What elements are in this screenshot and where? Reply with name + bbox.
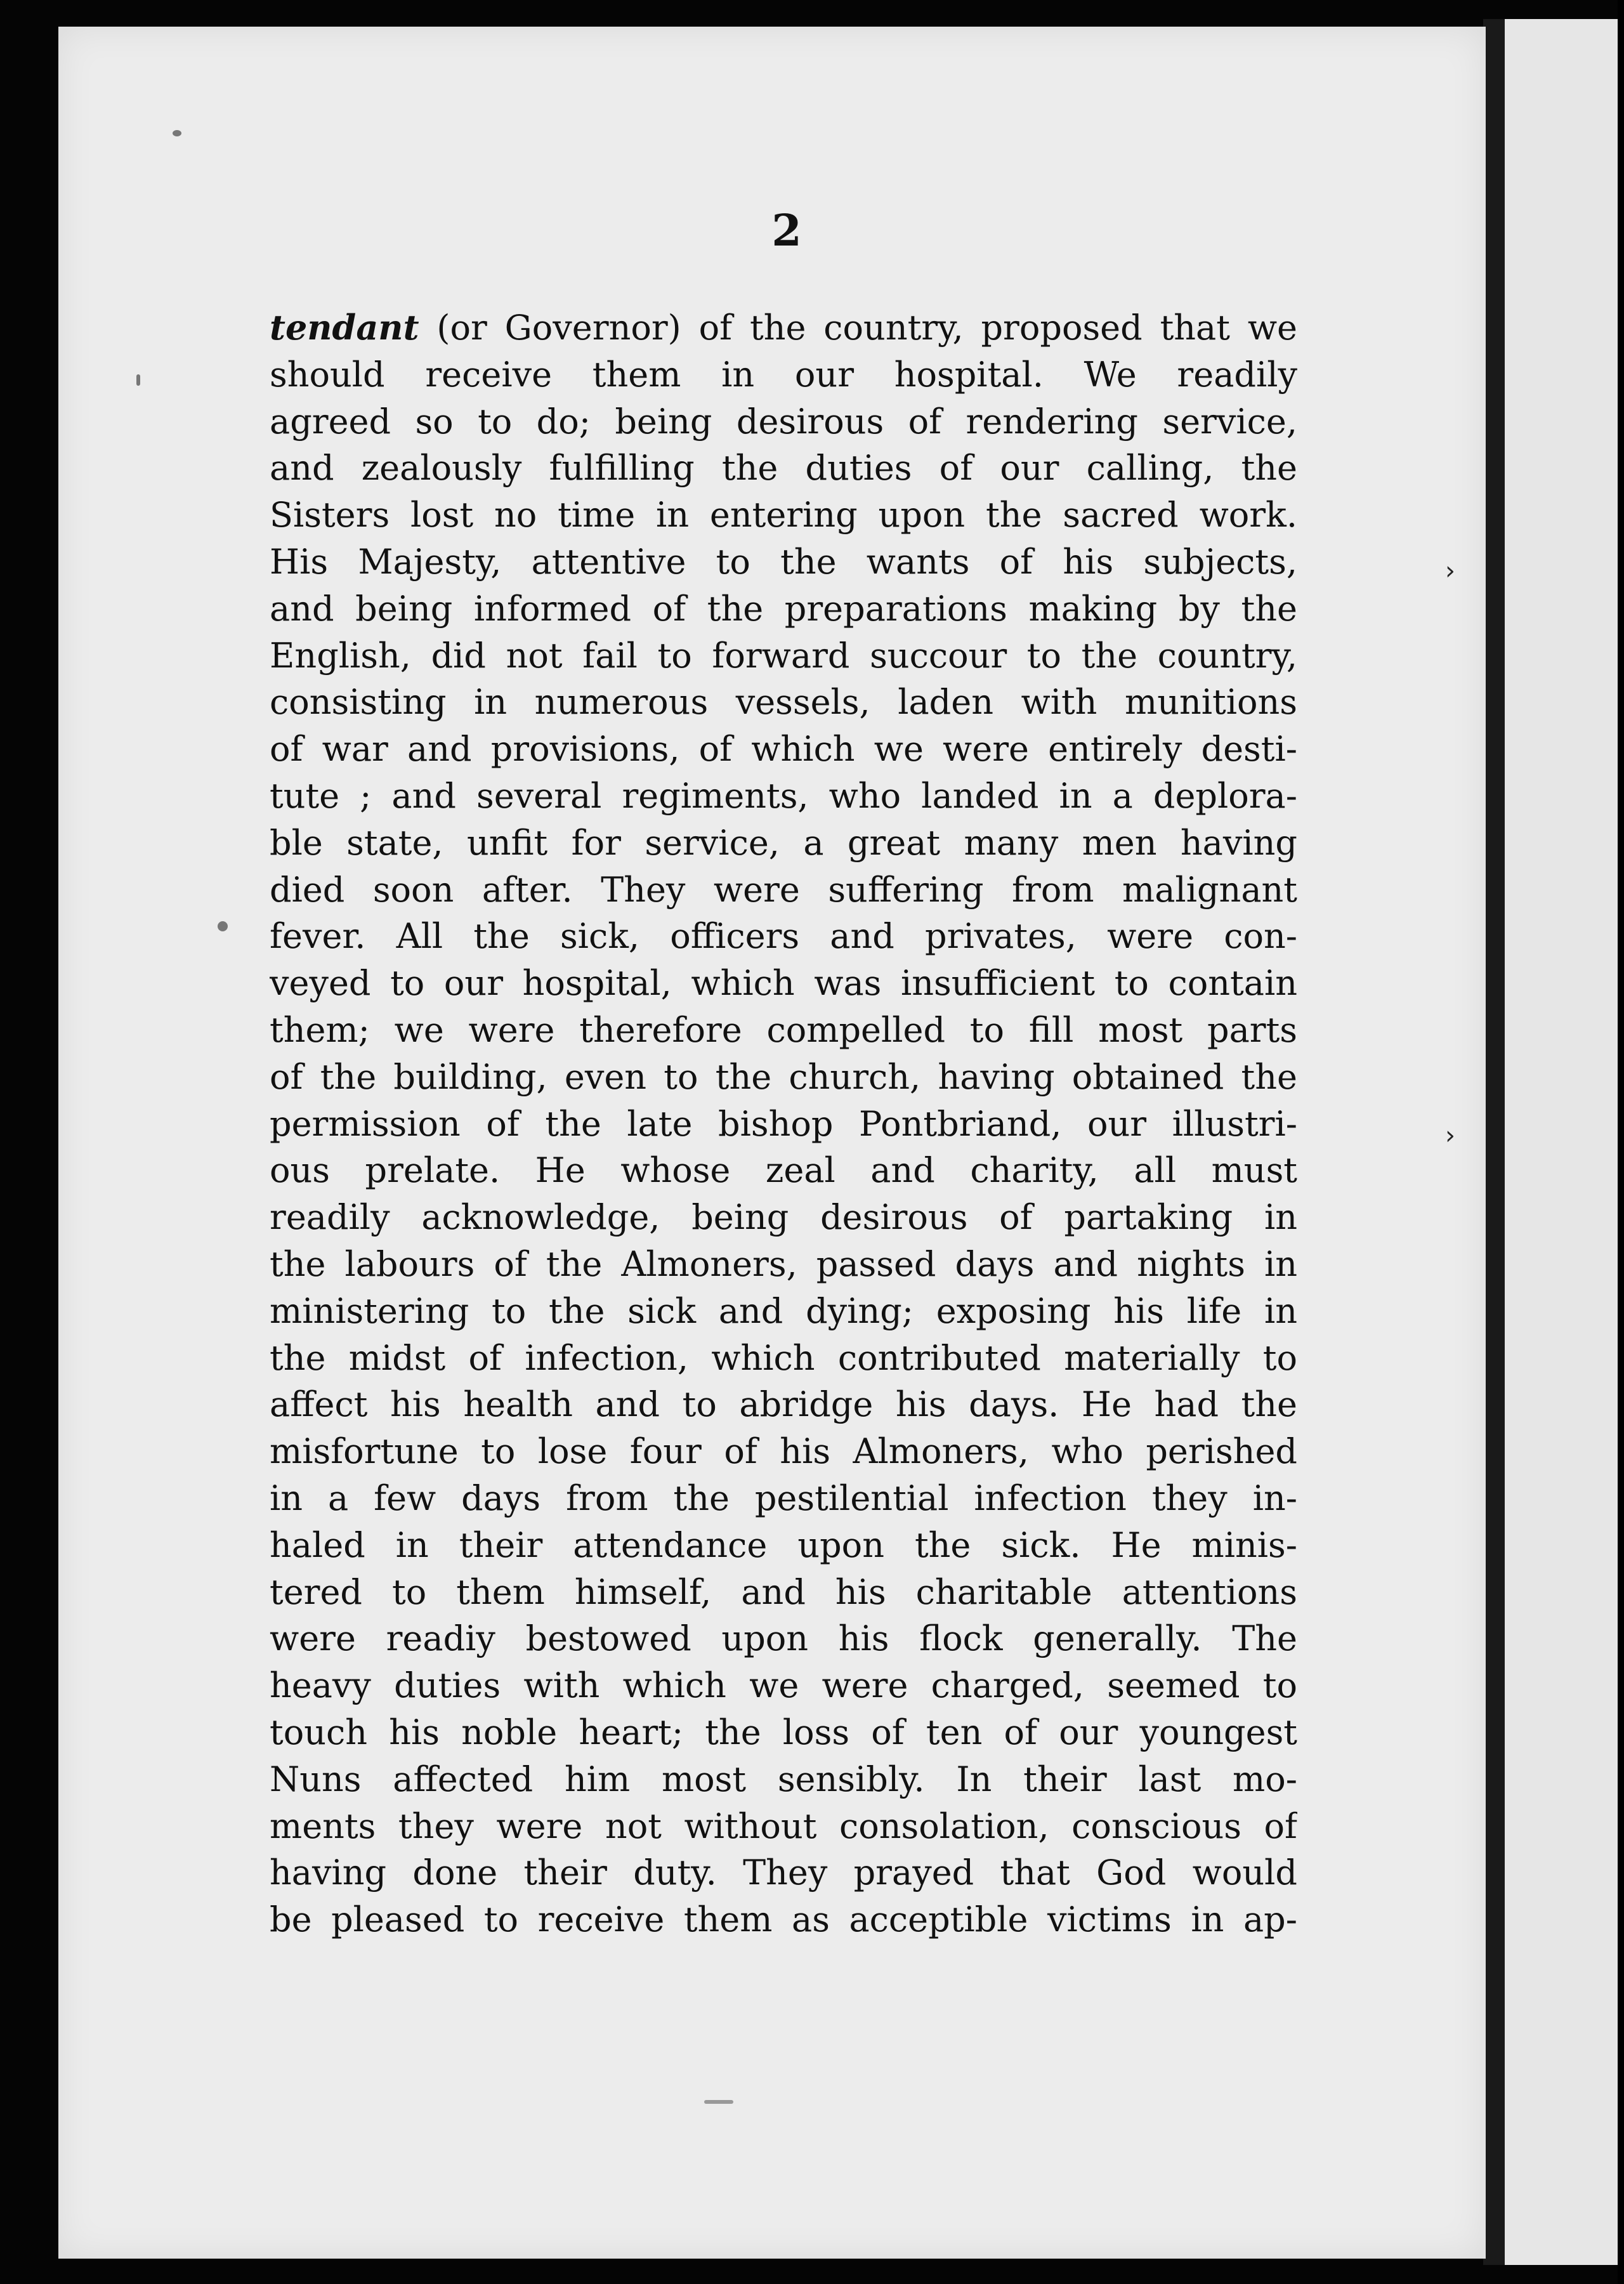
text-line: tered to them himself, and his charitable attentions [270, 1572, 1297, 1612]
text-line: veyed to our hospital, which was insufficient to contain [270, 963, 1297, 1004]
text-line: readily acknowledge, being desirous of partaking in [270, 1197, 1297, 1238]
body-text [270, 305, 1297, 1943]
text-line: touch his noble heart; the loss of ten of our youngest [270, 1712, 1297, 1752]
text-line: ments they were not without consolation, conscious of [270, 1806, 1297, 1846]
page-gutter-shadow [1483, 19, 1505, 2265]
text-line: and being informed of the preparations making by the [270, 588, 1297, 629]
margin-mark: › [1445, 1121, 1455, 1150]
text-line: of the building, even to the church, having obtained the [270, 1056, 1297, 1097]
text-line-rest: (or Governor) of the country, proposed that we [419, 308, 1297, 348]
adjacent-page-edge [1505, 19, 1618, 2265]
text-line: were readiy bestowed upon his flock generally. The [270, 1618, 1297, 1659]
italic-word: tendant [270, 307, 419, 348]
text-line: permission of the late bishop Pontbriand, our illustri- [270, 1103, 1297, 1144]
text-line: be pleased to receive them as acceptible victims in ap- [270, 1900, 1297, 1940]
paper-speck [173, 130, 181, 136]
text-line: them; we were therefore compelled to fill most parts [270, 1009, 1297, 1050]
paper-speck [136, 374, 140, 386]
text-line: the midst of infection, which contributed materially to [270, 1337, 1297, 1378]
paper-speck [218, 921, 228, 931]
text-line: died soon after. They were suffering from malignant [270, 869, 1297, 910]
text-line: having done their duty. They prayed that God would [270, 1853, 1297, 1893]
text-line: misfortune to lose four of his Almoners, who perished [270, 1431, 1297, 1472]
text-line: haled in their attendance upon the sick. He minis- [270, 1525, 1297, 1565]
text-line: agreed so to do; being desirous of rendering service, [270, 401, 1297, 442]
text-line: Sisters lost no time in entering upon the sacred work. [270, 495, 1297, 535]
text-line: ous prelate. He whose zeal and charity, all must [270, 1150, 1297, 1191]
text-line [270, 305, 1297, 351]
page-number: 2 [771, 206, 802, 256]
text-line: should receive them in our hospital. We readily [270, 354, 1297, 395]
text-line: affect his health and to abridge his days. He had the [270, 1384, 1297, 1425]
text-line: of war and provisions, of which we were entirely desti- [270, 729, 1297, 770]
text-line: consisting in numerous vessels, laden with munitions [270, 682, 1297, 723]
text-line: fever. All the sick, officers and privates, were con- [270, 916, 1297, 957]
text-line: Nuns affected him most sensibly. In their last mo- [270, 1759, 1297, 1799]
text-line: in a few days from the pestilential infection they in- [270, 1478, 1297, 1518]
text-line: ble state, unfit for service, a great many men having [270, 822, 1297, 863]
text-line: His Majesty, attentive to the wants of his subjects, [270, 541, 1297, 582]
text-line: tute ; and several regiments, who landed in a deplora- [270, 775, 1297, 816]
scan-border-right [1618, 0, 1624, 2284]
margin-mark: › [1445, 556, 1455, 586]
text-line: heavy duties with which we were charged, seemed to [270, 1665, 1297, 1706]
paper-speck [704, 2100, 733, 2104]
text-line: the labours of the Almoners, passed days and nights in [270, 1244, 1297, 1284]
text-line: English, did not fail to forward succour to the country, [270, 635, 1297, 676]
text-line: ministering to the sick and dying; exposing his life in [270, 1290, 1297, 1331]
text-line: and zealously fulfilling the duties of our calling, the [270, 448, 1297, 489]
